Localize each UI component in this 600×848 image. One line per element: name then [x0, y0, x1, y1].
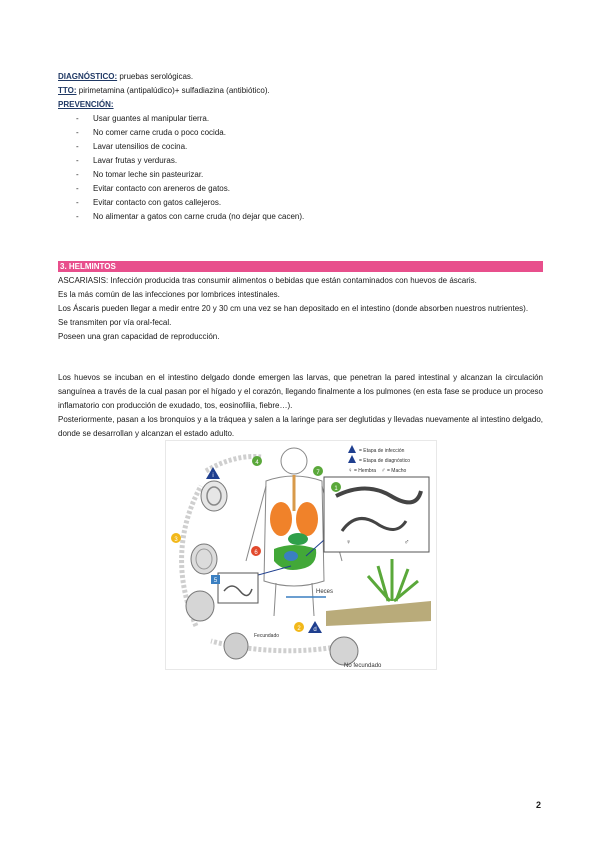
list-item: - No comer carne cruda o poco cocida.: [58, 126, 543, 140]
legend-female-text: = Hembra: [354, 468, 377, 474]
prevention-list: [58, 112, 543, 224]
soil-icon: [326, 601, 431, 626]
step-6-label: 6: [254, 550, 258, 556]
step-7-label: 7: [316, 470, 320, 476]
list-item: - No alimentar a gatos con carne cruda (no dejar que cacen).: [58, 210, 543, 224]
treatment-line: [58, 84, 543, 98]
feces-label: Heces: [316, 589, 334, 595]
list-item: - Lavar frutas y verduras.: [58, 154, 543, 168]
section-heading-helmintos: 3. HELMINTOS: [58, 261, 543, 272]
paragraph: Los huevos se incuban en el intestino delgado donde emergen las larvas, que penetran la pared intestinal y alcanzan la circulación sanguínea a través de la cual pasan por el hígado y el corazón, llegando finalmente a los pulmones (en esta fase se produce un proceso inflamatorio con producción de exudado, tos, eosinofilia, fiebre…).: [58, 373, 543, 410]
step-1-label: 1: [334, 486, 338, 492]
paragraph: ASCARIASIS: Infección producida tras consumir alimentos o bebidas que están contaminados con huevos de áscaris.: [58, 276, 477, 285]
list-item: - Lavar utensilios de cocina.: [58, 140, 543, 154]
step-5-label: 5: [213, 578, 218, 584]
list-item: - Evitar contacto con gatos callejeros.: [58, 196, 543, 210]
svg-text:d: d: [313, 627, 317, 633]
legend-diagnostic-icon: [348, 455, 356, 463]
small-intestine-icon: [284, 551, 298, 561]
paragraph: Es la más común de las infecciones por lombrices intestinales.: [58, 290, 280, 299]
male-symbol-icon: ♂: [381, 468, 386, 474]
legend-diagnostic-text: = Etapa de diagnóstico: [359, 458, 411, 464]
egg-unfertilized-icon: [330, 637, 358, 665]
list-item: - Usar guantes al manipular tierra.: [58, 112, 543, 126]
list-item: - No tomar leche sin pasteurizar.: [58, 168, 543, 182]
paragraph: Los Áscaris pueden llegar a medir entre 20 y 30 cm una vez se han depositado en el intestino (donde absorben nuestros nutrientes).: [58, 304, 529, 313]
fertilized-label: Fecundado: [254, 633, 280, 639]
diagnosis-label: DIAGNÓSTICO:: [58, 72, 118, 81]
diagnosis-text: pruebas serológicas.: [117, 72, 194, 81]
treatment-label: TTO:: [58, 86, 77, 95]
lung-left-icon: [270, 502, 292, 536]
paragraph: Se transmiten por vía oral-fecal.: [58, 318, 172, 327]
ascariasis-intro: [58, 274, 543, 344]
lifecycle-diagram: [166, 441, 436, 669]
paragraph: Poseen una gran capacidad de reproducción.: [58, 332, 220, 341]
diagnosis-line: [58, 70, 543, 84]
ascaris-lifecycle-figure: [165, 440, 437, 670]
unfertilized-label: No fecundado: [344, 663, 382, 669]
legend-male-text: = Macho: [387, 468, 407, 474]
lung-right-icon: [296, 502, 318, 536]
egg-fecundado-icon: [224, 633, 248, 659]
human-head-icon: [281, 448, 307, 474]
egg-fertilized-icon: [186, 591, 214, 621]
prevention-label: PREVENCIÓN:: [58, 100, 114, 109]
female-mark-icon: ♀: [346, 539, 352, 546]
stomach-icon: [288, 533, 308, 545]
page-number: 2: [536, 800, 542, 810]
list-item: - Evitar contacto con areneros de gatos.: [58, 182, 543, 196]
plant-icon: [368, 559, 418, 601]
male-mark-icon: ♂: [404, 539, 410, 546]
ascariasis-lifecycle: [58, 371, 543, 441]
step-3-label: 3: [174, 537, 178, 543]
legend-infection-icon: [348, 445, 356, 453]
step-4-label: 4: [255, 460, 259, 466]
prevention-heading: [58, 98, 543, 112]
svg-text:i: i: [212, 473, 214, 479]
female-symbol-icon: ♀: [348, 468, 353, 474]
egg-embryonated-icon: [201, 481, 227, 511]
treatment-text: pirimetamina (antipalúdico)+ sulfadiazina (antibiótico).: [76, 86, 270, 95]
legend-infection-text: = Etapa de infección: [359, 448, 405, 454]
human-legs-icon: [274, 583, 314, 616]
toxoplasmosis-summary: [58, 70, 543, 224]
paragraph: Posteriormente, pasan a los bronquios y a la tráquea y salen a la laringe para ser deglutidas y llevadas nuevamente al intestino delgado, donde se desarrollan y alcanzan el estado adulto.: [58, 415, 543, 438]
step-2-label: 2: [297, 626, 301, 632]
